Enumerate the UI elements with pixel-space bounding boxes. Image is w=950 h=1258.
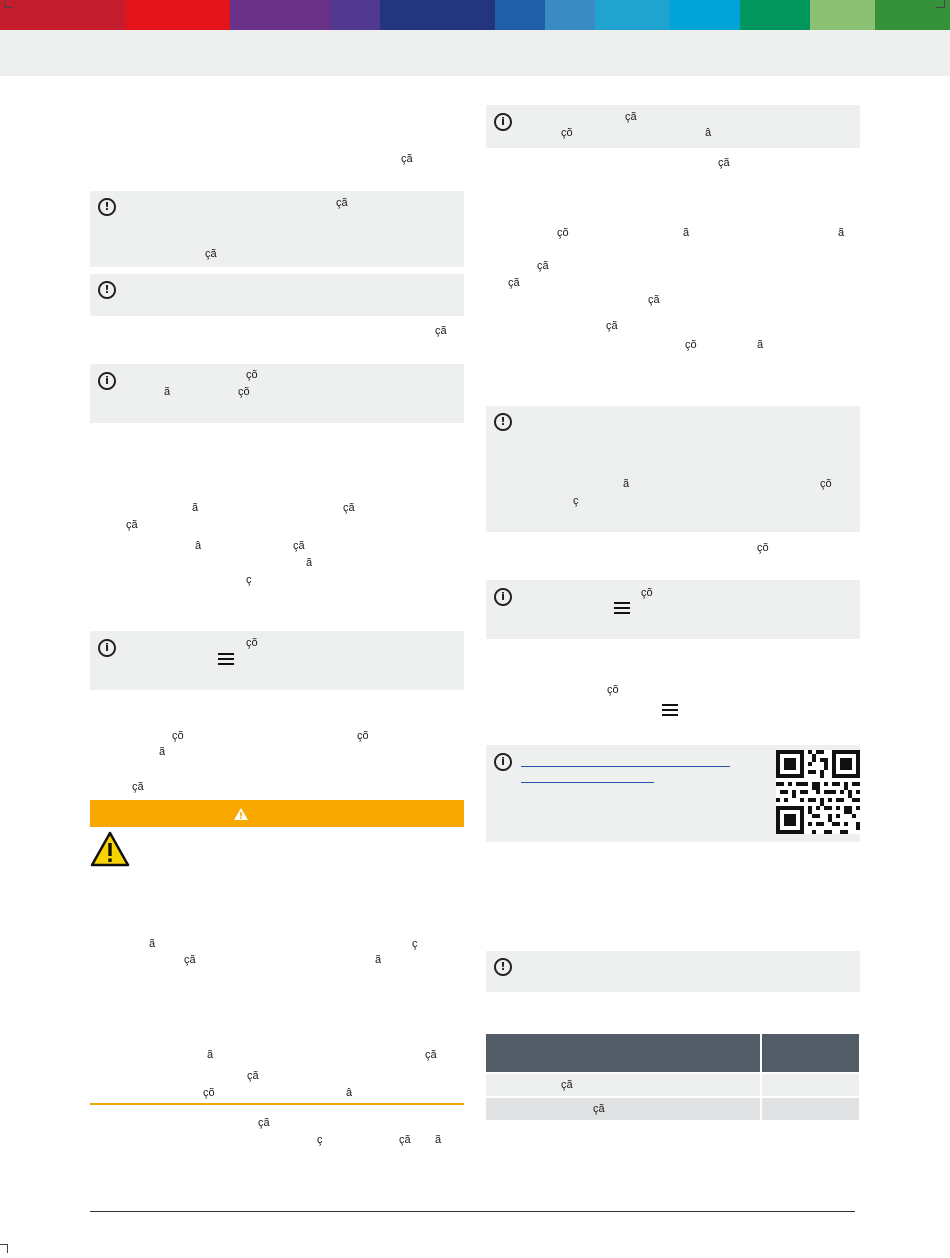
text-fragment: ç [317, 1134, 323, 1146]
table-row [486, 1098, 859, 1120]
text-fragment: çõ [246, 369, 258, 381]
text-fragment: â [195, 540, 202, 552]
text-fragment: çã [258, 1117, 270, 1129]
attention-box [486, 951, 860, 992]
stripe-2 [125, 0, 235, 30]
text-fragment: ã [683, 227, 690, 239]
attention-box [486, 406, 860, 532]
text-fragment: ã [757, 339, 764, 351]
stripe-7 [545, 0, 595, 30]
header-band [0, 30, 950, 76]
text-fragment: çõ [820, 478, 832, 490]
stripe-6 [495, 0, 545, 30]
menu-icon [218, 653, 234, 665]
text-fragment: çã [718, 157, 730, 169]
stripe-4 [330, 0, 380, 30]
info-icon: i [98, 372, 116, 390]
crop-mark-tr [936, 0, 945, 8]
text-fragment: ã [623, 478, 630, 490]
stripe-9 [670, 0, 740, 30]
text-fragment: çõ [641, 587, 653, 599]
stripe-1 [0, 0, 125, 30]
text-fragment: çõ [607, 684, 619, 696]
text-fragment: çã [435, 325, 447, 337]
text-fragment: ã [159, 746, 166, 758]
text-fragment: ã [164, 386, 171, 398]
table-cell: çã [593, 1103, 605, 1115]
stripe-5 [380, 0, 495, 30]
stripe-3 [230, 0, 330, 30]
text-fragment: â [705, 127, 712, 139]
text-fragment: çã [343, 502, 355, 514]
attention-box [90, 191, 464, 267]
warning-header-bar [90, 800, 464, 827]
crop-mark-tl [4, 0, 13, 8]
weblink[interactable] [521, 782, 654, 783]
text-fragment: çã [132, 781, 144, 793]
text-fragment: ã [149, 938, 156, 950]
attention-icon: ! [494, 958, 512, 976]
text-fragment: çã [184, 954, 196, 966]
info-box [486, 105, 860, 148]
footer-rule [90, 1211, 855, 1212]
text-fragment: ã [375, 954, 382, 966]
qr-code-icon [776, 750, 860, 834]
text-fragment: çõ [561, 127, 573, 139]
text-fragment: çã [399, 1134, 411, 1146]
text-fragment: ç [573, 495, 579, 507]
table-row [486, 1074, 859, 1096]
attention-icon: ! [494, 413, 512, 431]
text-fragment: çã [425, 1049, 437, 1061]
info-icon: i [494, 753, 512, 771]
info-box [486, 580, 860, 639]
menu-icon [662, 704, 678, 716]
info-box [90, 364, 464, 423]
info-icon: i [494, 113, 512, 131]
text-fragment: çã [537, 260, 549, 272]
text-fragment: çã [401, 153, 413, 165]
text-fragment: â [346, 1087, 353, 1099]
attention-icon: ! [98, 281, 116, 299]
info-icon: i [98, 639, 116, 657]
warning-triangle-icon [90, 831, 130, 867]
warning-end-line [90, 1103, 464, 1105]
warning-small-icon [234, 808, 248, 820]
weblink[interactable] [521, 766, 730, 767]
text-fragment: çã [247, 1070, 259, 1082]
table-column-divider [760, 1034, 762, 1121]
stripe-10 [740, 0, 810, 30]
menu-icon [614, 602, 630, 614]
text-fragment: çã [336, 197, 348, 209]
text-fragment: çã [625, 111, 637, 123]
text-fragment: çõ [557, 227, 569, 239]
text-fragment: ç [246, 574, 252, 586]
text-fragment: çõ [685, 339, 697, 351]
attention-box [90, 274, 464, 316]
color-stripe-banner [0, 0, 950, 30]
text-fragment: çã [126, 519, 138, 531]
text-fragment: ã [306, 557, 313, 569]
text-fragment: çã [293, 540, 305, 552]
text-fragment: ç [412, 938, 418, 950]
info-box [90, 631, 464, 690]
text-fragment: ã [435, 1134, 442, 1146]
text-fragment: çã [508, 277, 520, 289]
text-fragment: çõ [757, 542, 769, 554]
text-fragment: ã [207, 1049, 214, 1061]
crop-mark-bl [0, 1244, 8, 1253]
text-fragment: çõ [246, 637, 258, 649]
text-fragment: çõ [357, 730, 369, 742]
table-cell: çã [561, 1079, 573, 1091]
text-fragment: çã [648, 294, 660, 306]
stripe-8 [595, 0, 670, 30]
info-icon: i [494, 588, 512, 606]
table-header [486, 1034, 859, 1072]
text-fragment: çõ [172, 730, 184, 742]
text-fragment: çã [205, 248, 217, 260]
text-fragment: ã [838, 227, 845, 239]
text-fragment: çõ [203, 1087, 215, 1099]
stripe-11 [810, 0, 875, 30]
text-fragment: çõ [238, 386, 250, 398]
text-fragment: ã [192, 502, 199, 514]
attention-icon: ! [98, 198, 116, 216]
text-fragment: çã [606, 320, 618, 332]
